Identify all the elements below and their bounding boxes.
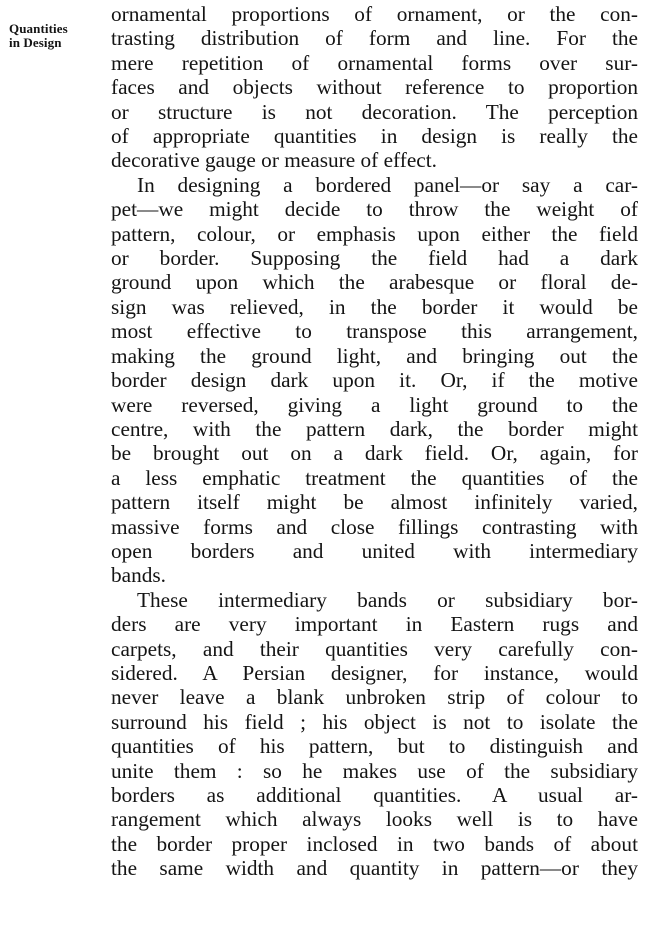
text-line: In designing a bordered panel—or say a car-	[137, 172, 638, 197]
text-line: or border. Supposing the field had a dark	[111, 246, 638, 271]
body-text	[111, 2, 638, 881]
text-line: or structure is not decoration. The perception	[111, 99, 638, 124]
text-line: centre, with the pattern dark, the border might	[111, 416, 638, 441]
text-line: most effective to transpose this arrangement,	[111, 319, 638, 344]
text-line: pattern itself might be almost infinitely varied,	[111, 490, 638, 515]
text-line: carpets, and their quantities very carefully con-	[111, 636, 638, 661]
text-line: were reversed, giving a light ground to the	[111, 392, 638, 417]
text-line: be brought out on a dark field. Or, again, for	[111, 441, 638, 466]
text-line: pet—we might decide to throw the weight of	[111, 197, 638, 222]
text-line: never leave a blank unbroken strip of colour to	[111, 685, 638, 710]
text-line: massive forms and close fillings contrasting with	[111, 514, 638, 539]
text-line: open borders and united with intermediary	[111, 538, 638, 563]
text-line: ground upon which the arabesque or floral de-	[111, 270, 638, 295]
text-line: unite them : so he makes use of the subsidiary	[111, 758, 638, 783]
paragraph-3	[111, 588, 638, 881]
text-line: of appropriate quantities in design is really the	[111, 124, 638, 149]
text-line: pattern, colour, or emphasis upon either the field	[111, 221, 638, 246]
paragraph-2	[111, 173, 638, 588]
text-line: decorative gauge or measure of effect.	[111, 148, 437, 173]
text-line: a less emphatic treatment the quantities of the	[111, 465, 638, 490]
text-line: faces and objects without reference to proportion	[111, 75, 638, 100]
text-line: ders are very important in Eastern rugs and	[111, 612, 638, 637]
margin-note	[9, 22, 99, 50]
text-line: making the ground light, and bringing out the	[111, 343, 638, 368]
margin-note-line-2: in Design	[9, 35, 62, 50]
text-line: borders as additional quantities. A usual ar-	[111, 783, 638, 807]
text-line: the same width and quantity in pattern—or they	[111, 856, 638, 881]
text-line: trasting distribution of form and line. For the	[111, 26, 638, 51]
paragraph-1	[111, 2, 638, 173]
text-line: bands.	[111, 563, 167, 588]
text-line: These intermediary bands or subsidiary bor-	[137, 587, 638, 612]
text-line: sign was relieved, in the border it would be	[111, 294, 638, 319]
text-line: rangement which always looks well is to have	[111, 807, 638, 832]
text-line: ornamental proportions of ornament, or the con-	[111, 2, 638, 26]
margin-note-line-1: Quantities	[9, 21, 68, 36]
text-line: sidered. A Persian designer, for instance, would	[111, 660, 638, 685]
text-line: the border proper inclosed in two bands of about	[111, 831, 638, 856]
text-line: mere repetition of ornamental forms over sur-	[111, 50, 638, 75]
text-line: border design dark upon it. Or, if the motive	[111, 368, 638, 393]
text-line: surround his field ; his object is not to isolate the	[111, 709, 638, 734]
text-line: quantities of his pattern, but to distinguish and	[111, 734, 638, 759]
